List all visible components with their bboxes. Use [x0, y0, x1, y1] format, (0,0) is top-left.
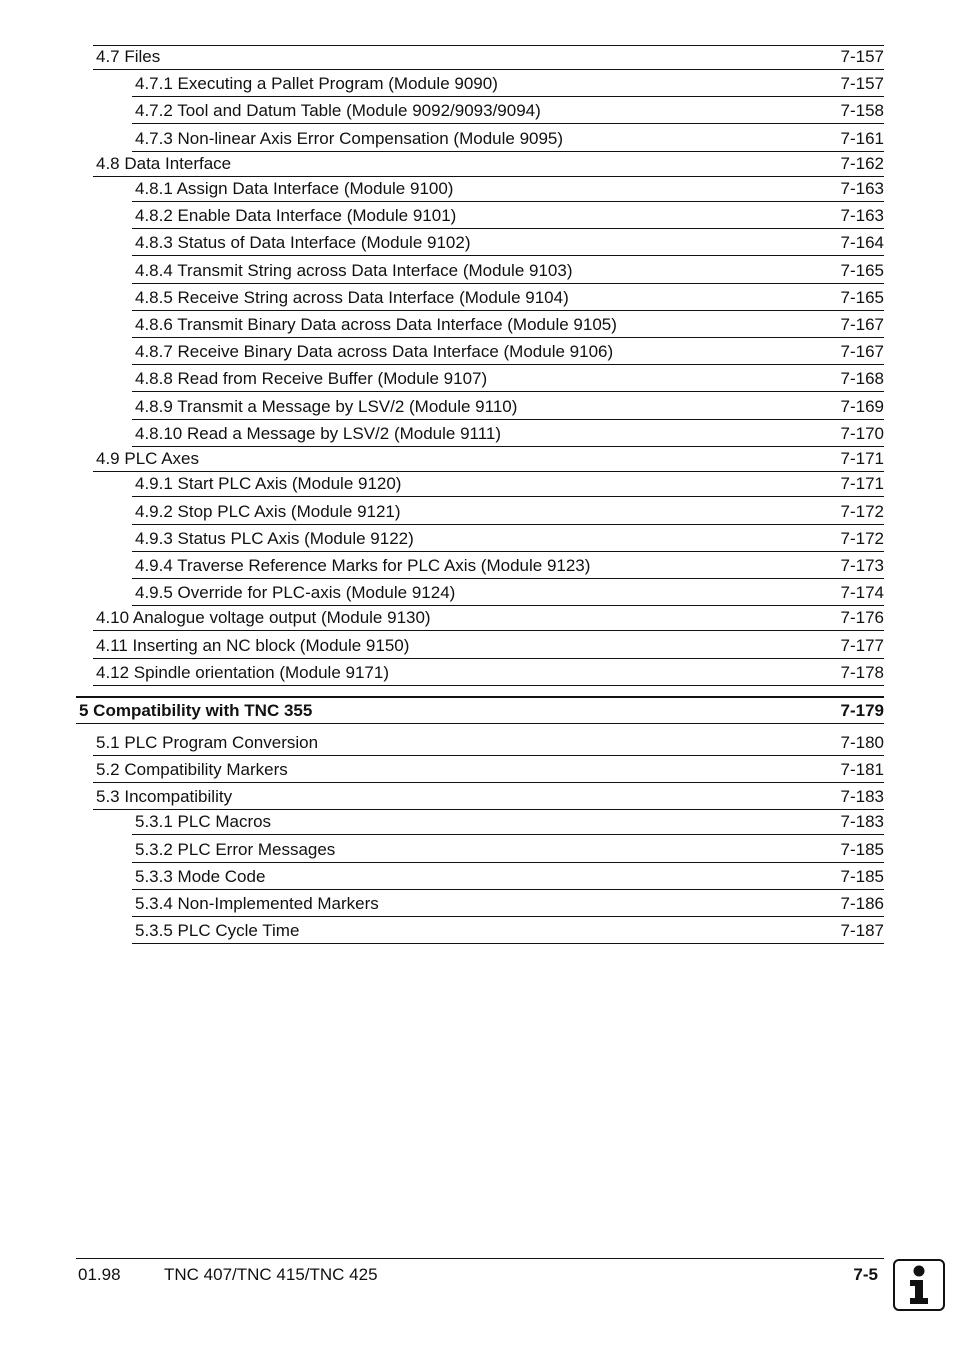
toc-entry-title: 5.3 Incompatibility — [96, 787, 233, 806]
toc-entry-page: 7-172 — [840, 502, 884, 521]
footer-date: 01.98 — [78, 1265, 121, 1284]
toc-entry-page: 7-163 — [840, 206, 884, 225]
toc-entry-title: 4.7.3 Non-linear Axis Error Compensation (Module 9095) — [135, 129, 564, 148]
toc-entry[interactable] — [132, 866, 884, 890]
toc-entry[interactable] — [132, 528, 884, 552]
toc-entry-page: 7-183 — [840, 812, 884, 831]
toc-entry-page: 7-181 — [840, 760, 884, 779]
toc-entry-page: 7-163 — [840, 179, 884, 198]
toc-entry-title: 4.9.5 Override for PLC-axis (Module 9124) — [135, 583, 456, 602]
toc-entry-page: 7-174 — [840, 583, 884, 602]
toc-entry[interactable] — [93, 635, 884, 659]
toc-entry-page: 7-179 — [840, 701, 884, 720]
toc-entry[interactable] — [132, 287, 884, 311]
toc-entry-page: 7-168 — [840, 369, 884, 388]
toc-entry[interactable] — [93, 732, 884, 756]
toc-entry[interactable] — [132, 368, 884, 392]
toc-entry-page: 7-158 — [840, 101, 884, 120]
toc-entry-page: 7-187 — [840, 921, 884, 940]
toc-entry[interactable] — [132, 178, 884, 202]
toc-entry-title: 5 Compatibility with TNC 355 — [79, 701, 313, 720]
toc-entry-title: 4.9.1 Start PLC Axis (Module 9120) — [135, 474, 402, 493]
toc-entry-page: 7-177 — [840, 636, 884, 655]
toc-entry-title: 5.3.1 PLC Macros — [135, 812, 272, 831]
chapter-divider — [76, 696, 884, 698]
toc-entry[interactable] — [93, 759, 884, 783]
toc-entry-page: 7-185 — [840, 840, 884, 859]
toc-entry[interactable] — [132, 811, 884, 835]
toc-entry[interactable] — [132, 893, 884, 917]
toc-entry-page: 7-171 — [840, 474, 884, 493]
toc-entry-page: 7-170 — [840, 424, 884, 443]
toc-entry[interactable] — [132, 920, 884, 944]
toc-entry-title: 4.8.5 Receive String across Data Interface (Module 9104) — [135, 288, 569, 307]
toc-entry[interactable] — [132, 555, 884, 579]
toc-entry-title: 4.8.1 Assign Data Interface (Module 9100) — [135, 179, 454, 198]
toc-entry-title: 4.9.4 Traverse Reference Marks for PLC Axis (Module 9123) — [135, 556, 591, 575]
toc-entry-title: 4.8.8 Read from Receive Buffer (Module 9107) — [135, 369, 488, 388]
toc-entry-title: 4.8.3 Status of Data Interface (Module 9102) — [135, 233, 471, 252]
toc-entry-title: 5.3.3 Mode Code — [135, 867, 266, 886]
toc-entry-title: 4.12 Spindle orientation (Module 9171) — [96, 663, 389, 682]
toc-entry[interactable] — [132, 423, 884, 447]
toc-entry-page: 7-178 — [840, 663, 884, 682]
toc-entry-page: 7-185 — [840, 867, 884, 886]
toc-entry[interactable] — [132, 473, 884, 497]
toc-entry[interactable] — [132, 396, 884, 420]
toc-entry-page: 7-161 — [840, 129, 884, 148]
footer-page-number: 7-5 — [853, 1265, 878, 1284]
toc-entry-page: 7-169 — [840, 397, 884, 416]
toc-entry-page: 7-165 — [840, 261, 884, 280]
toc-entry-title: 4.8.6 Transmit Binary Data across Data Interface (Module 9105) — [135, 315, 617, 334]
toc-entry[interactable] — [132, 341, 884, 365]
toc-entry[interactable] — [132, 100, 884, 124]
toc-entry-title: 4.8.2 Enable Data Interface (Module 9101) — [135, 206, 457, 225]
toc-entry[interactable] — [132, 205, 884, 229]
toc-entry-title: 4.7.1 Executing a Pallet Program (Module 9090) — [135, 74, 498, 93]
toc-entry-page: 7-167 — [840, 315, 884, 334]
page-footer — [76, 1258, 884, 1284]
toc-entry[interactable] — [132, 501, 884, 525]
toc-entry[interactable] — [93, 607, 884, 631]
toc-entry[interactable] — [93, 153, 884, 177]
toc-entry-title: 4.8.7 Receive Binary Data across Data Interface (Module 9106) — [135, 342, 614, 361]
toc-entry-page: 7-164 — [840, 233, 884, 252]
toc-entry-title: 5.3.5 PLC Cycle Time — [135, 921, 300, 940]
toc-entry-title: 4.8.9 Transmit a Message by LSV/2 (Module 9110) — [135, 397, 518, 416]
toc-entry-title: 4.7.2 Tool and Datum Table (Module 9092/9093/9094) — [135, 101, 541, 120]
toc-entry-page: 7-165 — [840, 288, 884, 307]
toc-entry-title: 4.8 Data Interface — [96, 154, 232, 173]
toc-entry[interactable] — [132, 582, 884, 606]
toc-entry[interactable] — [93, 448, 884, 472]
toc-entry-page: 7-180 — [840, 733, 884, 752]
toc-entry-title: 4.11 Inserting an NC block (Module 9150) — [96, 636, 410, 655]
toc-entry-page: 7-162 — [840, 154, 884, 173]
toc-entry-title: 4.8.10 Read a Message by LSV/2 (Module 9111) — [135, 424, 502, 443]
toc-entry-page: 7-172 — [840, 529, 884, 548]
toc-entry[interactable] — [93, 662, 884, 686]
toc-entry-page: 7-183 — [840, 787, 884, 806]
toc-entry-page: 7-173 — [840, 556, 884, 575]
toc-entry-title: 4.9 PLC Axes — [96, 449, 200, 468]
toc-entry-page: 7-186 — [840, 894, 884, 913]
toc-entry-title: 4.9.2 Stop PLC Axis (Module 9121) — [135, 502, 401, 521]
toc-entry[interactable] — [132, 232, 884, 256]
toc-entry-page: 7-171 — [840, 449, 884, 468]
toc-entry-title: 4.9.3 Status PLC Axis (Module 9122) — [135, 529, 414, 548]
chapter-entry[interactable] — [76, 696, 884, 724]
info-icon — [893, 1259, 945, 1311]
toc-entry-title: 4.7 Files — [96, 47, 161, 66]
toc-entry-page: 7-157 — [840, 74, 884, 93]
toc-entry-title: 5.3.4 Non-Implemented Markers — [135, 894, 379, 913]
toc-entry-page: 7-167 — [840, 342, 884, 361]
toc-entry[interactable] — [132, 839, 884, 863]
toc-entry-title: 4.10 Analogue voltage output (Module 9130) — [96, 608, 431, 627]
toc-entry[interactable] — [132, 260, 884, 284]
toc-entry[interactable] — [93, 786, 884, 810]
toc-entry-title: 4.8.4 Transmit String across Data Interface (Module 9103) — [135, 261, 573, 280]
toc-entry[interactable] — [132, 128, 884, 152]
toc-entry[interactable] — [132, 73, 884, 97]
toc-entry[interactable] — [93, 46, 884, 70]
toc-entry-page: 7-157 — [840, 47, 884, 66]
toc-entry-title: 5.2 Compatibility Markers — [96, 760, 288, 779]
top-rule — [93, 45, 884, 46]
toc-entry[interactable] — [132, 314, 884, 338]
toc-entry-page: 7-176 — [840, 608, 884, 627]
toc-entry-title: 5.3.2 PLC Error Messages — [135, 840, 336, 859]
footer-product: TNC 407/TNC 415/TNC 425 — [164, 1265, 378, 1284]
toc-entry-title: 5.1 PLC Program Conversion — [96, 733, 319, 752]
